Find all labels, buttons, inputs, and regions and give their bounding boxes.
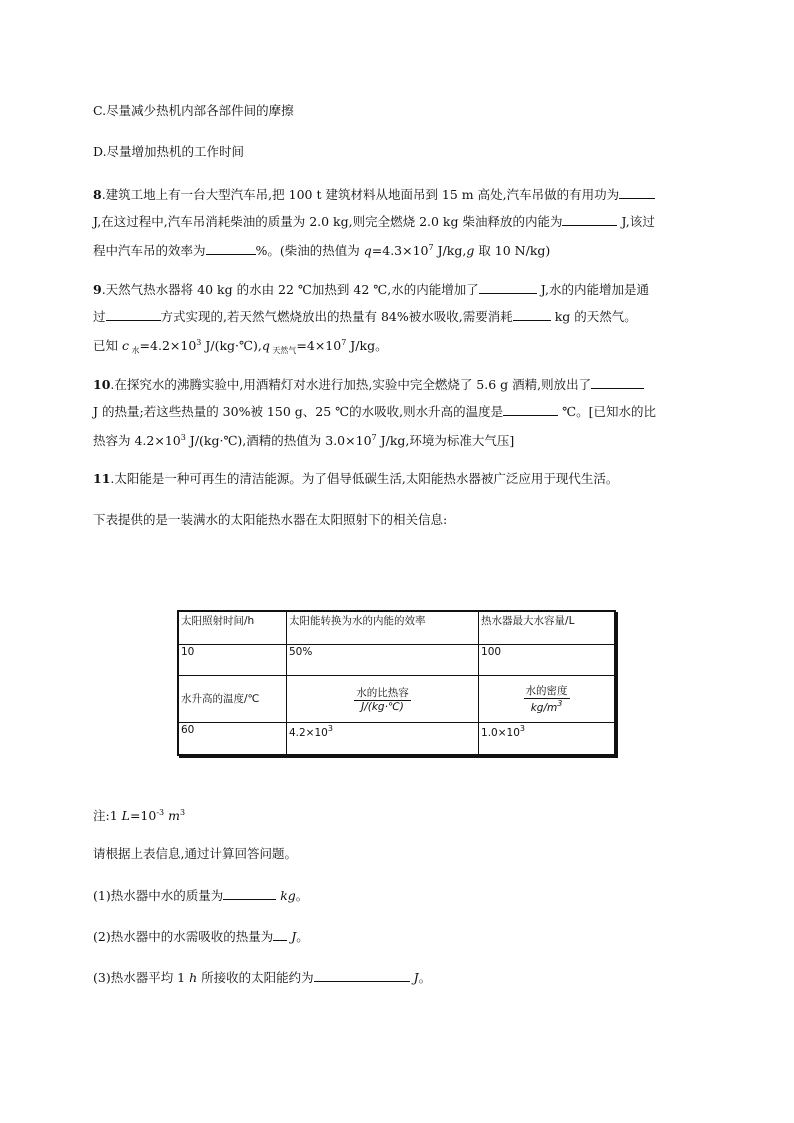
q10-text: J/kg,环境为标准大气压] <box>376 433 515 448</box>
table-cell: $4.2\times 10^3$ <box>286 722 478 755</box>
fraction-denominator: J/(kg·℃) <box>361 700 404 713</box>
sub3-blank-solar-energy[interactable] <box>314 969 410 982</box>
q10-line-1 <box>93 376 644 393</box>
q10-text: 热容为 4.2×10 <box>93 433 181 448</box>
table-cell: 热水器最大水容量/L <box>479 611 615 645</box>
q8-text: J/kg, <box>433 243 467 258</box>
q8-text: 程中汽车吊的效率为 <box>93 243 206 258</box>
table-cell: 太阳能转换为水的内能的效率 <box>286 611 478 645</box>
q11-text: .太阳能是一种可再生的清洁能源。为了倡导低碳生活,太阳能热水器被广泛应用于现代生活。 <box>110 471 619 486</box>
table-cell <box>479 676 615 722</box>
fraction-numerator: 水的密度 <box>525 685 568 698</box>
q8-blank-useful-work[interactable] <box>619 186 655 199</box>
q9-text: =4.2×10 <box>139 338 197 353</box>
table-cell: 水升高的温度/℃ <box>178 676 286 722</box>
instruction-text: 请根据上表信息,通过计算回答问题。 <box>93 846 297 861</box>
q9-subscript: 天然气 <box>269 346 297 355</box>
q10-text: J 的热量;若这些热量的 30%被 150 g、25 ℃的水吸收,则水升高的温度是 <box>93 404 504 419</box>
table-cell <box>286 676 478 722</box>
q10-text: .在探究水的沸腾实验中,用酒精灯对水进行加热,实验中完全燃烧了 5.6 g 酒精,则放出了 <box>110 377 592 392</box>
q9-text: kg 的天然气。 <box>550 309 637 324</box>
q9-text: J,水的内能增加是通 <box>536 282 649 297</box>
sub2-blank-heat[interactable] <box>273 928 287 941</box>
q10-blank-temperature[interactable] <box>503 403 558 416</box>
q8-line-2 <box>93 213 655 230</box>
q10-blank-heat[interactable] <box>591 376 644 389</box>
q9-text: .天然气热水器将 40 kg 的水由 22 ℃加热到 42 ℃,水的内能增加了 <box>101 282 479 297</box>
q10-line-2 <box>93 403 656 420</box>
q8-text: =4.3×10 <box>371 243 429 258</box>
table-cell: 60 <box>178 722 286 755</box>
q10-text: ℃。[已知水的比 <box>558 404 656 419</box>
q8-number: 8 <box>93 187 102 202</box>
q9-exponent: 7 <box>341 338 347 347</box>
q9-blank-energy[interactable] <box>479 281 537 294</box>
density-fraction <box>524 683 570 714</box>
q8-text: 取 10 N/kg) <box>474 243 551 258</box>
q8-var-g: g <box>466 243 475 258</box>
q9-subscript: 水 <box>129 346 140 355</box>
q9-line-1 <box>93 281 649 298</box>
q9-line-2 <box>93 308 637 325</box>
table-cell: 太阳照射时间/h <box>178 611 286 645</box>
q9-exponent: 3 <box>196 338 202 347</box>
table-cell: 10 <box>178 645 286 676</box>
sub-question-1: (1)热水器中水的质量为 kg。 <box>93 888 309 903</box>
q9-text: J/kg。 <box>346 338 388 353</box>
fraction-numerator: 水的比热容 <box>356 686 409 699</box>
q10-exponent: 3 <box>180 433 186 442</box>
q9-blank-method[interactable] <box>106 308 161 321</box>
option-d: D.尽量增加热机的工作时间 <box>93 144 245 159</box>
table-row <box>178 645 615 676</box>
q8-blank-efficiency[interactable] <box>206 242 256 255</box>
q9-text: =4×10 <box>296 338 342 353</box>
q8-line-1 <box>93 186 655 203</box>
sub-question-2: (2)热水器中的水需吸收的热量为 J。 <box>93 929 309 944</box>
q8-exponent: 7 <box>428 243 434 252</box>
solar-heater-table <box>177 610 616 756</box>
q9-var-q: q <box>261 338 270 353</box>
table-cell: 100 <box>479 645 615 676</box>
q10-number: 10 <box>93 377 111 392</box>
q10-text: J/(kg·℃),酒精的热值为 3.0×10 <box>185 433 372 448</box>
table-cell: $1.0\times 10^3$ <box>479 722 615 755</box>
q8-text: %。(柴油的热值为 <box>255 243 364 258</box>
q10-exponent: 7 <box>371 433 377 442</box>
q9-text: 已知 <box>93 338 122 353</box>
fraction-denominator: $kg/m^3$ <box>530 699 563 715</box>
specific-heat-fraction <box>354 685 411 713</box>
q9-blank-gas-mass[interactable] <box>513 308 551 321</box>
q8-text: J,该过 <box>617 214 655 229</box>
q8-line-3 <box>93 240 550 259</box>
q9-text: J/(kg·℃), <box>201 338 262 353</box>
table-row <box>178 611 615 645</box>
table-row <box>178 722 615 755</box>
q9-text: 过 <box>93 309 106 324</box>
q9-var-c: c <box>121 338 129 353</box>
q9-text: 方式实现的,若天然气燃烧放出的热量有 84%被水吸收,需要消耗 <box>160 309 513 324</box>
sub-question-3: (3)热水器平均 1 h 所接收的太阳能约为 J。 <box>93 970 432 985</box>
q11-line-2: 下表提供的是一装满水的太阳能热水器在太阳照射下的相关信息: <box>93 512 448 527</box>
table-cell: 50% <box>286 645 478 676</box>
option-c: C.尽量减少热机内部各部件间的摩擦 <box>93 103 294 118</box>
unit-note: 注:1 $L=10^{-3}$ $m^3$ <box>93 808 186 823</box>
q11-number: 11 <box>93 471 111 486</box>
sub1-blank-mass[interactable] <box>223 887 276 900</box>
q10-line-3 <box>93 430 514 449</box>
q8-text: .建筑工地上有一台大型汽车吊,把 100 t 建筑材料从地面吊到 15 m 高处,汽车吊做的有用功为 <box>101 187 620 202</box>
q8-var-q: q <box>363 243 372 258</box>
q8-text: J,在这过程中,汽车吊消耗柴油的质量为 2.0 kg,则完全燃烧 2.0 kg 柴油释放的内能为 <box>93 214 563 229</box>
table-row <box>178 676 615 722</box>
q9-number: 9 <box>93 282 102 297</box>
q11-line-1 <box>93 471 618 487</box>
q8-blank-energy[interactable] <box>562 213 617 226</box>
q9-line-3 <box>93 335 388 359</box>
